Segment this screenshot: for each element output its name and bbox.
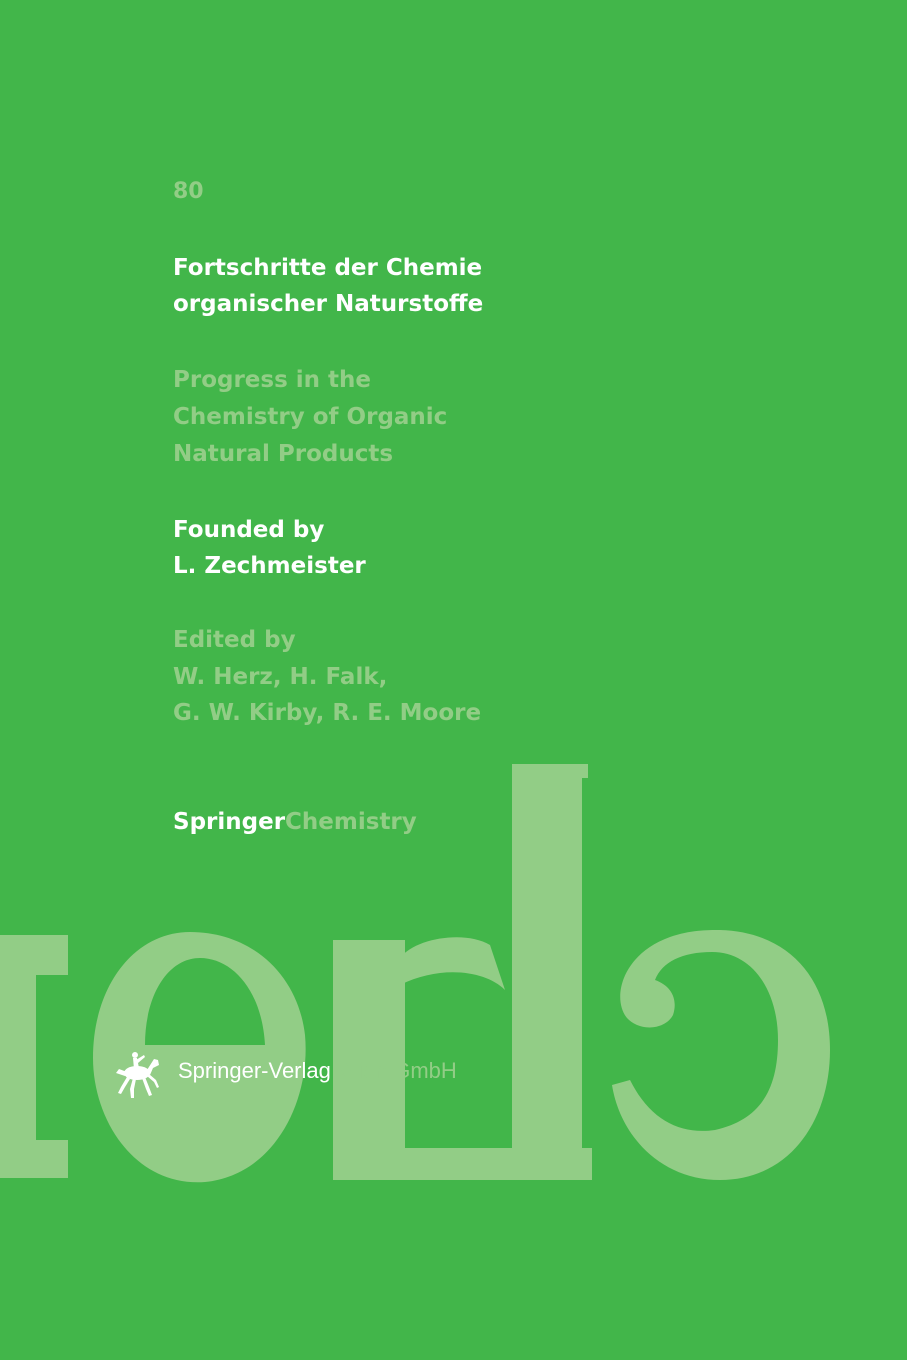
volume-number (173, 179, 204, 204)
english-title-line: Natural Products (173, 441, 394, 467)
series-subject: Chemistry (285, 809, 417, 835)
german-title (173, 250, 483, 322)
publisher-location: Wien GmbH (337, 1058, 457, 1083)
volume-number-text: 80 (173, 179, 204, 204)
english-title-line: Progress in the (173, 367, 372, 393)
german-title-line: organischer Naturstoffe (173, 291, 484, 317)
english-title (173, 362, 447, 473)
english-title-line: Chemistry of Organic (173, 404, 448, 430)
series-name (173, 809, 417, 835)
editors-line: Edited by (173, 627, 296, 653)
publisher-imprint (178, 1058, 457, 1084)
founder-line: L. Zechmeister (173, 553, 366, 579)
horse-rider-logo-icon (113, 1046, 163, 1102)
editors-line: W. Herz, H. Falk, (173, 663, 388, 690)
publisher-name: Springer-Verlag (178, 1058, 331, 1083)
german-title-line: Fortschritte der Chemie (173, 255, 483, 281)
founder-line: Founded by (173, 517, 325, 543)
editors-credit (173, 622, 481, 732)
founder-credit (173, 512, 366, 584)
editors-line: G. W. Kirby, R. E. Moore (173, 700, 482, 726)
series-publisher: Springer (173, 809, 286, 835)
